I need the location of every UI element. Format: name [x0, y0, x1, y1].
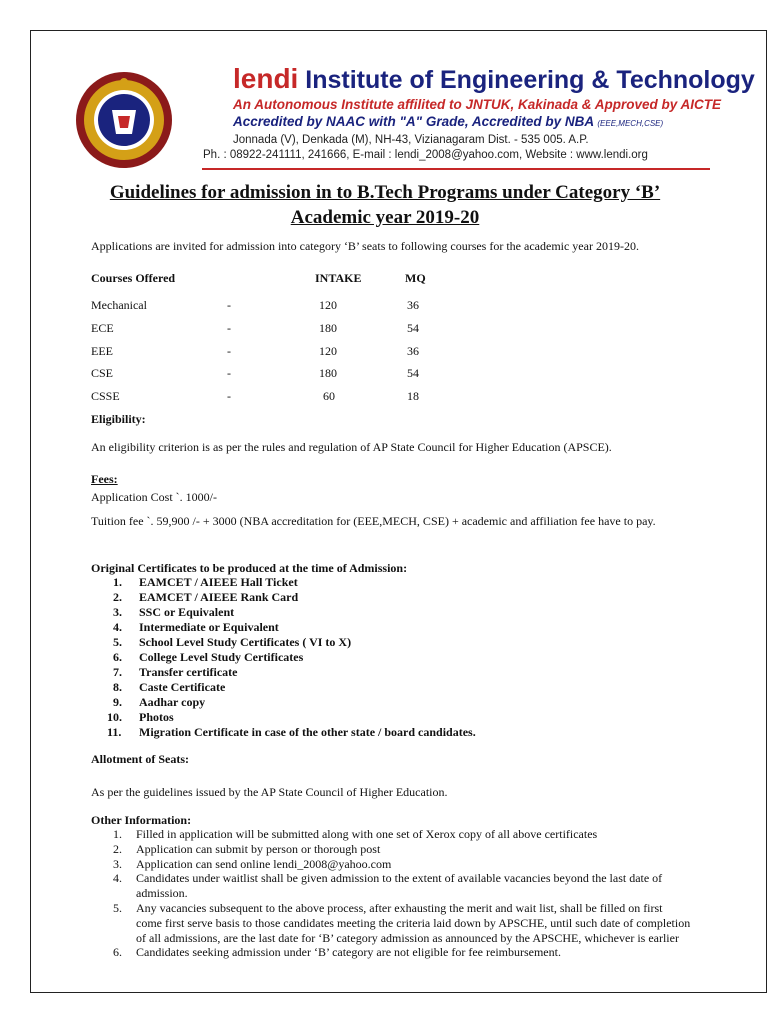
list-num: 4. — [113, 871, 122, 886]
title-line-2: Academic year 2019-20 — [290, 207, 480, 228]
header-intake: INTAKE — [315, 271, 362, 285]
list-item — [91, 635, 476, 650]
course-dash: - — [227, 366, 231, 380]
list-text: School Level Study Certificates ( VI to X) — [139, 635, 352, 649]
allotment-text: As per the guidelines issued by the AP State Council of Higher Education. — [91, 785, 448, 799]
list-item — [91, 871, 691, 901]
list-num: 7. — [113, 665, 122, 679]
allotment-heading: Allotment of Seats: — [91, 752, 189, 766]
list-text: Candidates under waitlist shall be given admission to the extent of available vacancies beyond the last date of admission. — [136, 871, 663, 901]
letterhead-text — [233, 63, 755, 148]
list-text: Filled in application will be submitted along with one set of Xerox copy of all above certificates — [136, 827, 598, 841]
fees-heading: Fees: — [91, 472, 118, 486]
course-mq: 54 — [407, 366, 419, 380]
list-num: 3. — [113, 605, 122, 619]
eligibility-heading: Eligibility: — [91, 412, 146, 426]
course-mq: 54 — [407, 321, 419, 335]
list-item — [91, 945, 691, 960]
list-item — [91, 725, 476, 740]
list-num: 10. — [107, 710, 122, 724]
list-num: 6. — [113, 650, 122, 664]
list-num: 2. — [113, 841, 122, 856]
list-text: Migration Certificate in case of the other state / board candidates. — [139, 725, 476, 739]
list-item — [91, 650, 476, 665]
course-intake: 180 — [319, 366, 337, 380]
course-name: ECE — [91, 321, 114, 335]
list-num: 2. — [113, 590, 122, 604]
list-num: 8. — [113, 680, 122, 694]
list-text: Application can submit by person or thorough post — [136, 841, 381, 856]
course-mq: 36 — [407, 298, 419, 312]
list-item — [91, 605, 476, 620]
institute-name-rest: Institute of Engineering & Technology — [298, 66, 755, 94]
list-num: 1. — [113, 827, 122, 841]
course-mq: 36 — [407, 344, 419, 358]
list-item — [91, 680, 476, 695]
affiliation-line: An Autonomous Institute affilited to JNTUK, Kakinada & Approved by AICTE — [233, 97, 722, 112]
certificates-heading: Original Certificates to be produced at the time of Admission: — [91, 561, 408, 575]
letterhead-divider — [202, 168, 710, 170]
application-cost: Application Cost `. 1000/- — [91, 490, 217, 504]
list-num: 4. — [113, 620, 122, 634]
list-text: Any vacancies subsequent to the above process, after exhausting the merit and wait list, shall be filled on first come first serve basis to those candidates meeting the criteria laid down by APSCHE, until such date of completion of all admissions, are the last date for ‘B’ category admission as announced by the APSCHE, whichever is earlier — [136, 900, 691, 945]
list-num: 11. — [107, 725, 122, 739]
list-text: Candidates seeking admission under ‘B’ category are not eligible for fee reimbursement. — [136, 945, 561, 960]
accreditation-line — [233, 113, 713, 132]
list-num: 5. — [113, 900, 122, 915]
header-courses: Courses Offered — [91, 271, 176, 285]
institute-seal-logo — [74, 70, 174, 170]
course-dash: - — [227, 344, 231, 358]
list-text: Aadhar copy — [139, 695, 206, 709]
list-text: Application can send online lendi_2008@yahoo.com — [136, 856, 392, 871]
contact-line: Ph. : 08922-241111, 241666, E-mail : lendi_2008@yahoo.com, Website : www.lendi.org — [203, 149, 648, 161]
letterhead — [60, 63, 755, 174]
course-dash: - — [227, 321, 231, 335]
course-intake: 120 — [319, 344, 337, 358]
institute-name — [233, 63, 755, 95]
list-item — [91, 842, 691, 857]
list-item — [91, 901, 691, 945]
list-text: College Level Study Certificates — [139, 650, 304, 664]
list-num: 6. — [113, 945, 122, 960]
accreditation-branches: (EEE,MECH,CSE) — [597, 119, 664, 128]
other-info-heading: Other Information: — [91, 813, 192, 827]
course-intake: 60 — [323, 389, 335, 403]
list-text: EAMCET / AIEEE Rank Card — [139, 590, 299, 604]
eligibility-text: An eligibility criterion is as per the rules and regulation of AP State Council for Higher Education (APSCE). — [91, 440, 612, 454]
course-name: Mechanical — [91, 298, 147, 312]
list-num: 9. — [113, 695, 122, 709]
tuition-fee: Tuition fee `. 59,900 /- + 3000 (NBA accreditation for (EEE,MECH, CSE) + academic and affiliation fee have to pay. — [91, 514, 656, 528]
course-dash: - — [227, 298, 231, 312]
list-num: 1. — [113, 575, 122, 589]
list-text: EAMCET / AIEEE Hall Ticket — [139, 575, 298, 589]
course-name: CSE — [91, 366, 114, 380]
list-item — [91, 665, 476, 680]
certificates-list — [91, 575, 476, 740]
title-line-1: Guidelines for admission in to B.Tech Programs under Category ‘B’ — [109, 182, 661, 203]
header-mq: MQ — [405, 271, 426, 285]
course-dash: - — [227, 389, 231, 403]
list-text: Photos — [139, 710, 174, 724]
course-intake: 180 — [319, 321, 337, 335]
address-line: Jonnada (V), Denkada (M), NH-43, Vizianagaram Dist. - 535 005. A.P. — [233, 134, 589, 146]
list-item — [91, 695, 476, 710]
list-num: 3. — [113, 856, 122, 871]
list-item — [91, 857, 691, 872]
course-mq: 18 — [407, 389, 419, 403]
list-text: Transfer certificate — [139, 665, 238, 679]
list-item — [91, 710, 476, 725]
list-item — [91, 590, 476, 605]
course-name: EEE — [91, 344, 113, 358]
course-name: CSSE — [91, 389, 120, 403]
list-item — [91, 575, 476, 590]
intro-text: Applications are invited for admission into category ‘B’ seats to following courses for the academic year 2019-20. — [91, 239, 639, 253]
page-title — [60, 180, 710, 230]
course-intake: 120 — [319, 298, 337, 312]
list-text: Intermediate or Equivalent — [139, 620, 279, 634]
brand-name: lendi — [233, 63, 299, 94]
list-item — [91, 827, 691, 842]
other-info-list — [91, 827, 691, 960]
list-item — [91, 620, 476, 635]
list-text: SSC or Equivalent — [139, 605, 235, 619]
accreditation-text: Accredited by NAAC with "A" Grade, Accredited by NBA — [233, 114, 594, 129]
list-text: Caste Certificate — [139, 680, 226, 694]
list-num: 5. — [113, 635, 122, 649]
